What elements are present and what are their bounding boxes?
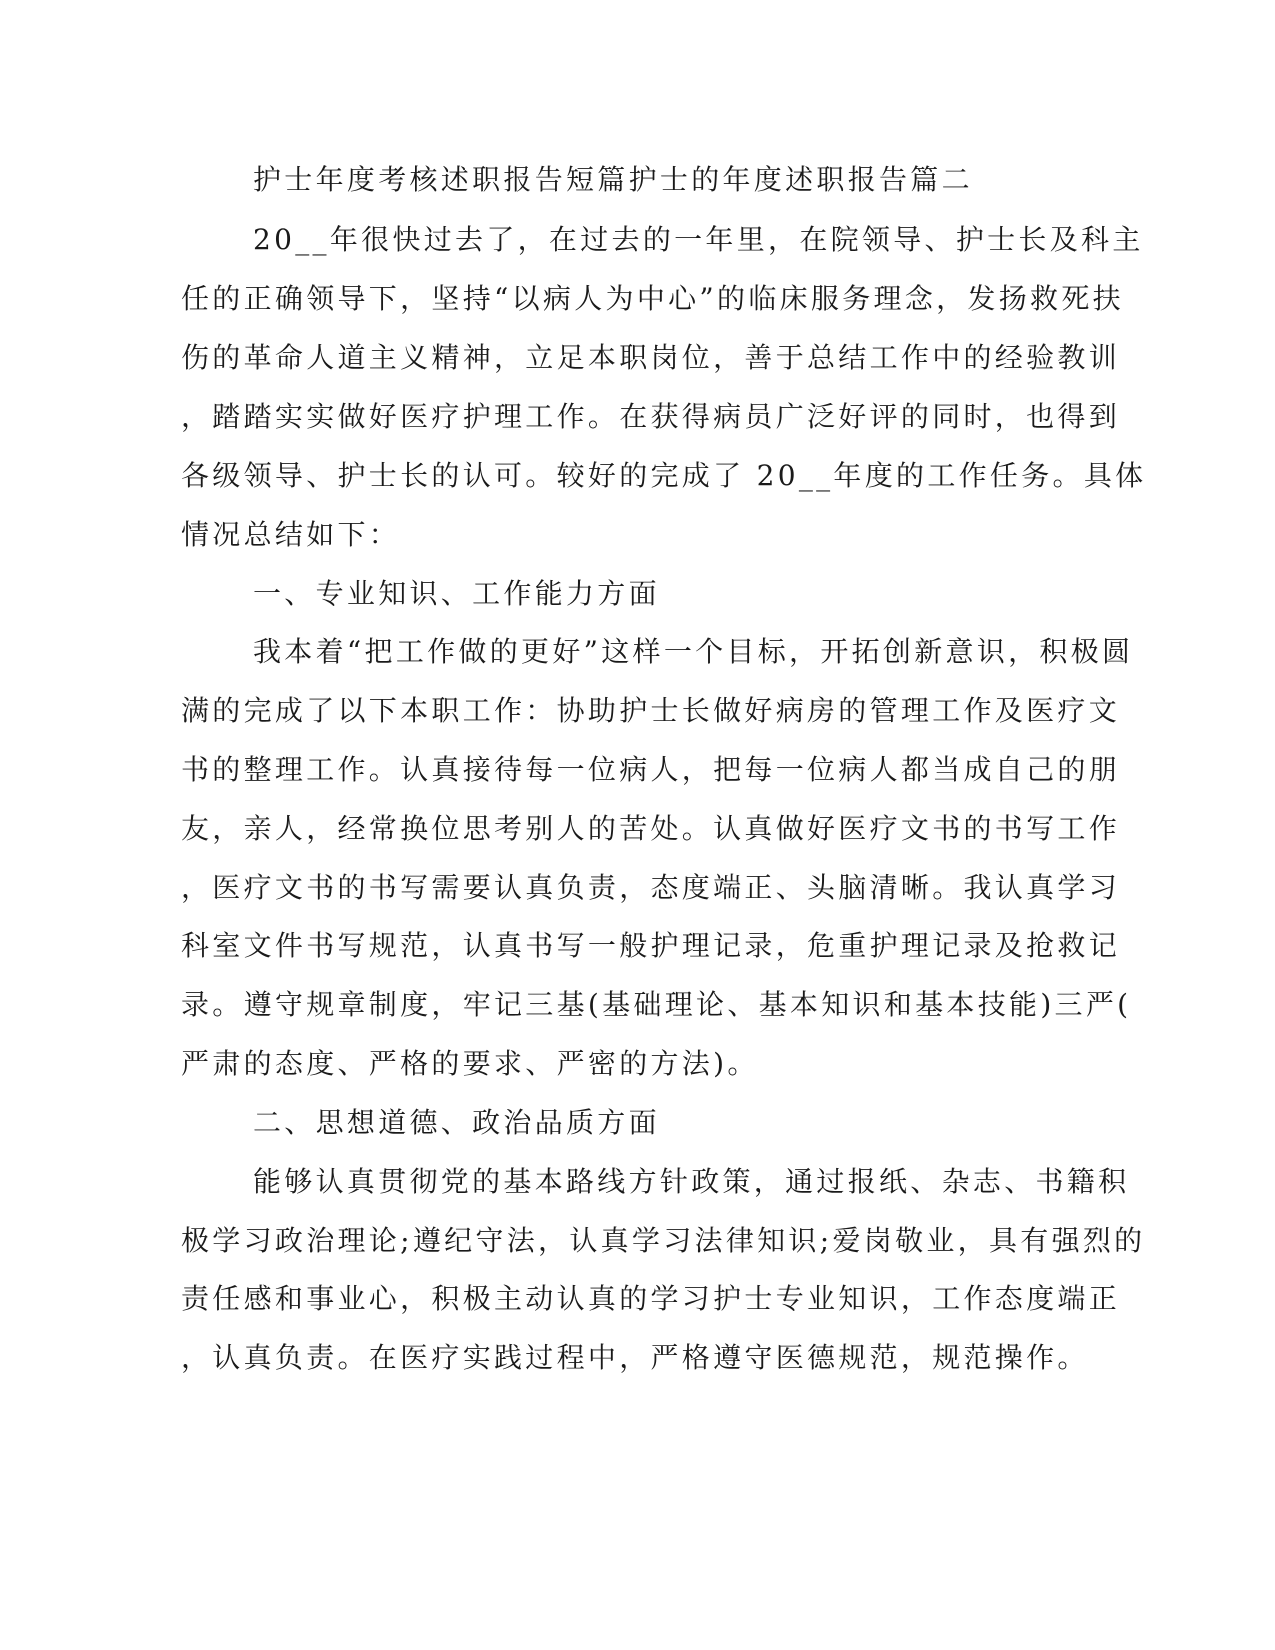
- paragraph-line: 极学习政治理论;遵纪守法，认真学习法律知识;爱岗敬业，具有强烈的: [181, 1224, 1146, 1257]
- paragraph-line: 20__年很快过去了，在过去的一年里，在院领导、护士长及科主: [253, 223, 1144, 256]
- paragraph-line: ，认真负责。在医疗实践过程中，严格遵守医德规范，规范操作。: [181, 1341, 1089, 1374]
- paragraph-line: 伤的革命人道主义精神，立足本职岗位，善于总结工作中的经验教训: [181, 341, 1121, 374]
- paragraph-line: 能够认真贯彻党的基本路线方针政策，通过报纸、杂志、书籍积: [253, 1165, 1130, 1198]
- paragraph-line: 友，亲人，经常换位思考别人的苦处。认真做好医疗文书的书写工作: [181, 812, 1121, 845]
- paragraph-line: 各级领导、护士长的认可。较好的完成了 20__年度的工作任务。具体: [181, 459, 1147, 492]
- paragraph-line: ，医疗文书的书写需要认真负责，态度端正、头脑清晰。我认真学习: [181, 871, 1121, 904]
- paragraph-line: 书的整理工作。认真接待每一位病人，把每一位病人都当成自己的朋: [181, 753, 1121, 786]
- paragraph-line: 情况总结如下：: [181, 518, 401, 551]
- paragraph-line: 任的正确领导下，坚持“以病人为中心”的临床服务理念，发扬救死扶: [181, 282, 1124, 315]
- paragraph-line: ，踏踏实实做好医疗护理工作。在获得病员广泛好评的同时，也得到: [181, 400, 1121, 433]
- section-heading: 一、专业知识、工作能力方面: [253, 577, 660, 610]
- paragraph-line: 录。遵守规章制度，牢记三基(基础理论、基本知识和基本技能)三严(: [181, 988, 1132, 1021]
- paragraph-line: 科室文件书写规范，认真书写一般护理记录，危重护理记录及抢救记: [181, 929, 1121, 962]
- paragraph-line: 满的完成了以下本职工作：协助护士长做好病房的管理工作及医疗文: [181, 694, 1121, 727]
- section-heading: 二、思想道德、政治品质方面: [253, 1106, 660, 1139]
- paragraph-line: 责任感和事业心，积极主动认真的学习护士专业知识，工作态度端正: [181, 1282, 1121, 1315]
- document-title: 护士年度考核述职报告短篇护士的年度述职报告篇二: [253, 163, 973, 196]
- paragraph-line: 我本着“把工作做的更好”这样一个目标，开拓创新意识，积极圆: [253, 635, 1134, 668]
- paragraph-line: 严肃的态度、严格的要求、严密的方法)。: [181, 1047, 759, 1080]
